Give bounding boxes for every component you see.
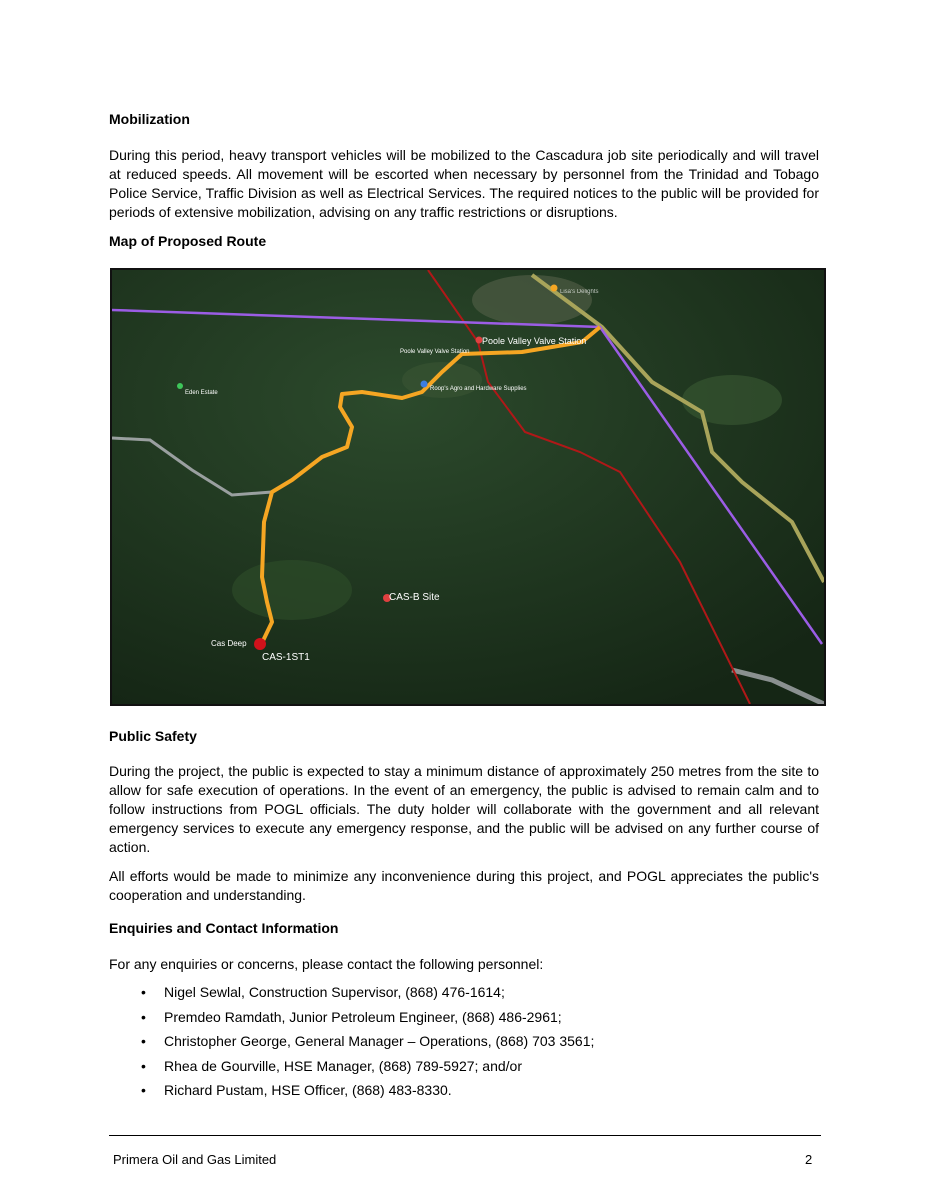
footer-divider [109, 1135, 821, 1136]
mobilization-heading: Mobilization [109, 111, 190, 127]
agro-marker-icon[interactable] [421, 381, 428, 388]
route-map [110, 268, 826, 706]
public-safety-para-2: All efforts would be made to minimize any inconvenience during this project, and POGL appreciates the public's cooperation and understanding. [109, 868, 819, 903]
mobilization-body: During this period, heavy transport vehicles will be mobilized to the Cascadura job site periodically and will travel at reduced speeds. All movement will be escorted when necessary by personnel from the Trinidad and Tobago Police Service, Traffic Division as well as Electrical Services. The required notices to the public will be provided for periods of extensive mobilization, advising on any traffic restrictions or disruptions. [109, 147, 819, 220]
map-label-cas-b-site: CAS-B Site [389, 592, 440, 603]
contact-item: • Rhea de Gourville, HSE Manager, (868) 789-5927; and/or [109, 1057, 594, 1082]
public-safety-heading: Public Safety [109, 728, 197, 744]
contact-item: • Premdeo Ramdath, Junior Petroleum Engineer, (868) 486-2961; [109, 1008, 594, 1033]
contact-item: • Christopher George, General Manager – Operations, (868) 703 3561; [109, 1032, 594, 1057]
map-label-cas-deep: Cas Deep [211, 639, 247, 648]
map-label-eden-estate: Eden Estate [185, 390, 218, 396]
map-heading: Map of Proposed Route [109, 233, 267, 249]
map-label-poi: Lisa's Delights [560, 289, 599, 295]
eden-marker-icon[interactable] [177, 383, 183, 389]
cas-1st1-marker-icon[interactable] [254, 638, 266, 650]
contact-item: • Nigel Sewlal, Construction Supervisor, (868) 476-1614; [109, 983, 594, 1008]
contacts-intro: For any enquiries or concerns, please contact the following personnel: [109, 956, 544, 972]
public-safety-para-1: During the project, the public is expected to stay a minimum distance of approximately 250 metres from the site to allow for safe execution of operations. In the event of an emergency, the public is advised to remain calm and to follow instructions from POGL officials. The duty holder will collaborate with the government and all relevant emergency services to execute any emergency response, and the public will be advised on any further course of action. [109, 763, 819, 855]
map-label-valve-station: Poole Valley Valve Station [482, 336, 587, 346]
footer-company: Primera Oil and Gas Limited [113, 1152, 277, 1167]
contacts-heading: Enquiries and Contact Information [109, 920, 339, 936]
map-label-valve-station-small: Poole Valley Valve Station [400, 349, 470, 355]
map-label-cas-1st1: CAS-1ST1 [262, 652, 310, 663]
footer-page-number: 2 [805, 1152, 813, 1167]
poi-marker-icon[interactable] [551, 285, 558, 292]
map-label-agro: Roop's Agro and Hardware Supplies [430, 386, 527, 392]
contacts-list [109, 983, 594, 1106]
contact-item: • Richard Pustam, HSE Officer, (868) 483-8330. [109, 1081, 594, 1106]
